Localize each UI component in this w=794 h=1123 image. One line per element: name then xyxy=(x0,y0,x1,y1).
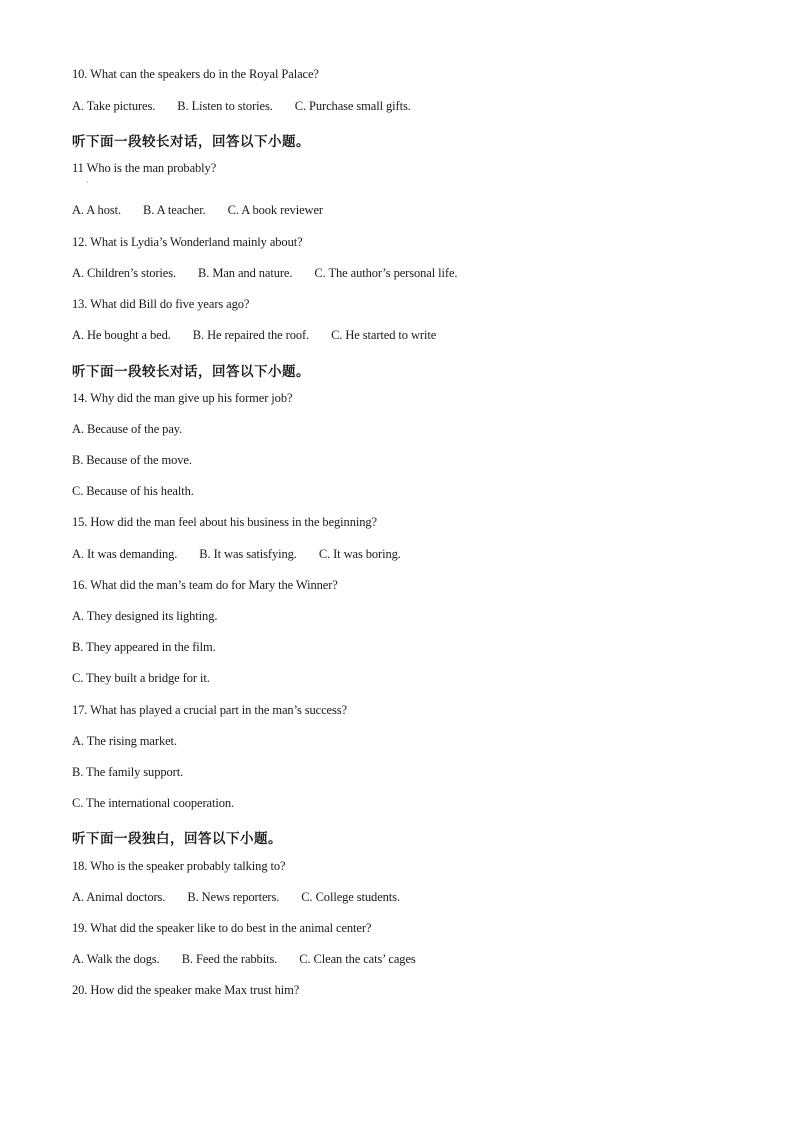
question-line: A. They designed its lighting. xyxy=(72,609,218,623)
question-line: B. They appeared in the film. xyxy=(72,640,216,654)
answer-option: B. Man and nature. xyxy=(198,266,293,280)
question-line: 20. How did the speaker make Max trust him? xyxy=(72,983,300,997)
question-line: 10. What can the speakers do in the Royal Palace? xyxy=(72,67,319,81)
question-line: 19. What did the speaker like to do best in the animal center? xyxy=(72,921,372,935)
question-line: 18. Who is the speaker probably talking to? xyxy=(72,859,286,873)
question-line: 14. Why did the man give up his former job? xyxy=(72,391,293,405)
answer-option: B. News reporters. xyxy=(187,890,280,904)
answer-option: B. Feed the rabbits. xyxy=(181,952,278,966)
answer-option: C. College students. xyxy=(301,890,400,904)
answer-options xyxy=(72,328,436,343)
question-line: 17. What has played a crucial part in the man’s success? xyxy=(72,703,347,717)
question-line: 15. How did the man feel about his business in the beginning? xyxy=(72,515,377,529)
answer-option: C. Purchase small gifts. xyxy=(294,99,411,113)
question-line: B. Because of the move. xyxy=(72,453,192,467)
section-instruction: 听下面一段较长对话，回答以下小题。 xyxy=(72,134,310,150)
answer-option: A. Animal doctors. xyxy=(72,890,166,904)
answer-options xyxy=(72,266,457,281)
answer-option: C. Clean the cats’ cages xyxy=(299,952,416,966)
answer-option: B. Listen to stories. xyxy=(177,99,273,113)
section-instruction: 听下面一段较长对话，回答以下小题。 xyxy=(72,364,310,380)
answer-option: C. The author’s personal life. xyxy=(314,266,458,280)
question-line: C. They built a bridge for it. xyxy=(72,671,210,685)
answer-options xyxy=(72,890,400,905)
question-line: 16. What did the man’s team do for Mary the Winner? xyxy=(72,578,338,592)
section-instruction: 听下面一段独白，回答以下小题。 xyxy=(72,831,282,847)
answer-option: A. It was demanding. xyxy=(72,547,178,561)
answer-option: A. A host. xyxy=(72,203,122,217)
answer-options xyxy=(72,99,411,114)
answer-option: A. He bought a bed. xyxy=(72,328,171,342)
answer-option: C. It was boring. xyxy=(318,547,401,561)
stray-mark: ˙ xyxy=(86,180,89,189)
answer-option: C. He started to write xyxy=(331,328,437,342)
answer-option: A. Children’s stories. xyxy=(72,266,177,280)
question-line: 11 Who is the man probably? xyxy=(72,161,217,175)
question-line: 12. What is Lydia’s Wonderland mainly about? xyxy=(72,235,303,249)
question-line: B. The family support. xyxy=(72,765,184,779)
question-line: C. The international cooperation. xyxy=(72,796,235,810)
answer-option: B. He repaired the roof. xyxy=(192,328,310,342)
answer-options xyxy=(72,547,401,562)
question-line: 13. What did Bill do five years ago? xyxy=(72,297,250,311)
answer-option: B. A teacher. xyxy=(143,203,206,217)
answer-option: B. It was satisfying. xyxy=(199,547,297,561)
question-line: A. Because of the pay. xyxy=(72,422,183,436)
answer-option: A. Walk the dogs. xyxy=(72,952,160,966)
question-line: A. The rising market. xyxy=(72,734,177,748)
answer-options xyxy=(72,203,323,218)
answer-options xyxy=(72,952,416,967)
question-line: C. Because of his health. xyxy=(72,484,194,498)
answer-option: C. A book reviewer xyxy=(227,203,323,217)
answer-option: A. Take pictures. xyxy=(72,99,156,113)
